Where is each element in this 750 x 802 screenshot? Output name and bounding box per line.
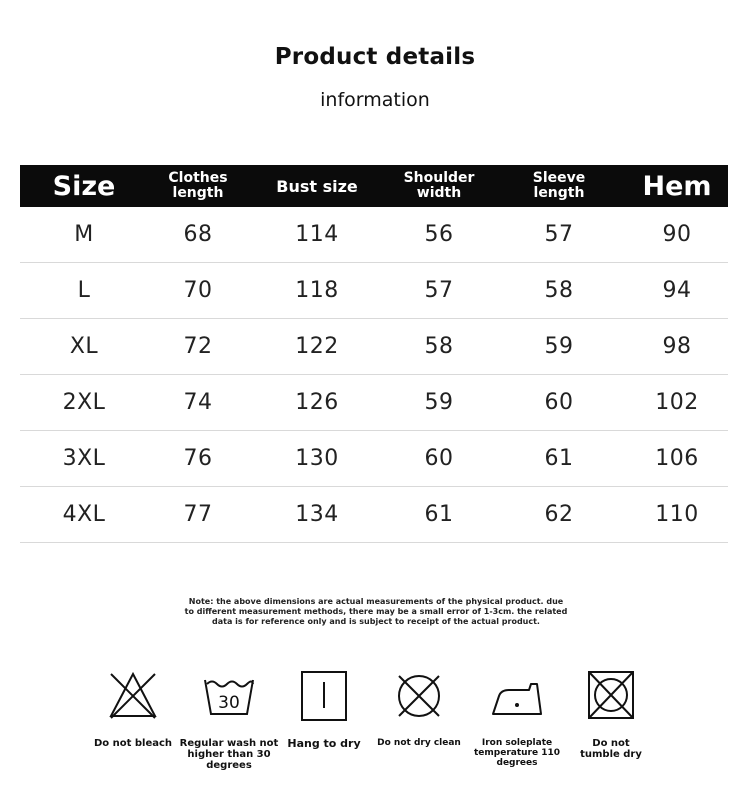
- cell-shoulder-width: 59: [424, 390, 454, 415]
- cell-clothes-length: 77: [183, 502, 213, 527]
- cell-hem: 98: [662, 334, 692, 359]
- care-item-wash-30: [174, 668, 284, 771]
- column-header-sleeve-length: Sleeve length: [532, 170, 586, 201]
- care-label: Regular wash not higher than 30 degrees: [179, 738, 279, 771]
- cell-shoulder-width: 57: [424, 278, 454, 303]
- care-label: Do not tumble dry: [580, 738, 642, 760]
- cell-bust-size: 130: [295, 446, 339, 471]
- care-label: Iron soleplate temperature 110 degrees: [473, 738, 560, 768]
- cell-shoulder-width: 56: [424, 222, 454, 247]
- care-item-no-bleach: [78, 668, 188, 749]
- cell-clothes-length: 70: [183, 278, 213, 303]
- cell-hem: 106: [655, 446, 699, 471]
- measurement-note: Note: the above dimensions are actual measurements of the physical product. due to different measurement methods, there may be a small error of 1-3cm. the related data is for reference only and is subject to receipt of the actual product.: [184, 597, 568, 626]
- page-title: Product details: [274, 44, 476, 70]
- cell-bust-size: 122: [295, 334, 339, 359]
- cell-hem: 90: [662, 222, 692, 247]
- page-subtitle: information: [320, 89, 430, 111]
- no-bleach-icon: [105, 668, 161, 724]
- column-header-size: Size: [52, 170, 116, 202]
- iron-110-icon: [489, 668, 545, 724]
- cell-bust-size: 134: [295, 502, 339, 527]
- cell-shoulder-width: 60: [424, 446, 454, 471]
- care-label: Hang to dry: [287, 737, 361, 750]
- cell-clothes-length: 76: [183, 446, 213, 471]
- cell-bust-size: 126: [295, 390, 339, 415]
- cell-clothes-length: 72: [183, 334, 213, 359]
- column-header-clothes-length: Clothes length: [168, 170, 228, 201]
- care-label: Do not dry clean: [377, 738, 461, 748]
- care-label: Do not bleach: [93, 738, 173, 749]
- cell-size: L: [77, 278, 91, 303]
- size-table: [20, 165, 728, 543]
- cell-sleeve-length: 61: [544, 446, 574, 471]
- cell-size: M: [74, 222, 94, 247]
- cell-size: 2XL: [62, 390, 106, 415]
- table-row: [20, 487, 728, 543]
- svg-text:30: 30: [218, 693, 240, 713]
- cell-size: XL: [69, 334, 99, 359]
- cell-sleeve-length: 57: [544, 222, 574, 247]
- column-header-hem: Hem: [642, 170, 712, 202]
- no-dry-clean-icon: [391, 668, 447, 724]
- cell-size: 4XL: [62, 502, 106, 527]
- column-header-bust-size: Bust size: [276, 176, 358, 196]
- column-header-shoulder-width: Shoulder width: [403, 170, 475, 201]
- cell-shoulder-width: 61: [424, 502, 454, 527]
- table-row: [20, 207, 728, 263]
- care-item-hang-dry: [269, 668, 379, 749]
- cell-hem: 110: [655, 502, 699, 527]
- care-item-no-dry-clean: [364, 668, 474, 749]
- table-row: [20, 319, 728, 375]
- cell-sleeve-length: 59: [544, 334, 574, 359]
- wash-30-icon: [201, 668, 257, 724]
- cell-clothes-length: 74: [183, 390, 213, 415]
- hang-dry-icon: [296, 668, 352, 724]
- cell-sleeve-length: 62: [544, 502, 574, 527]
- cell-hem: 94: [662, 278, 692, 303]
- cell-sleeve-length: 58: [544, 278, 574, 303]
- table-row: [20, 375, 728, 431]
- care-item-no-tumble-dry: [556, 668, 666, 760]
- cell-size: 3XL: [62, 446, 106, 471]
- cell-bust-size: 114: [295, 222, 339, 247]
- cell-hem: 102: [655, 390, 699, 415]
- care-instructions: [0, 668, 750, 788]
- table-row: [20, 431, 728, 487]
- cell-sleeve-length: 60: [544, 390, 574, 415]
- cell-bust-size: 118: [295, 278, 339, 303]
- no-tumble-dry-icon: [583, 668, 639, 724]
- table-header: [20, 165, 728, 207]
- cell-shoulder-width: 58: [424, 334, 454, 359]
- table-row: [20, 263, 728, 319]
- cell-clothes-length: 68: [183, 222, 213, 247]
